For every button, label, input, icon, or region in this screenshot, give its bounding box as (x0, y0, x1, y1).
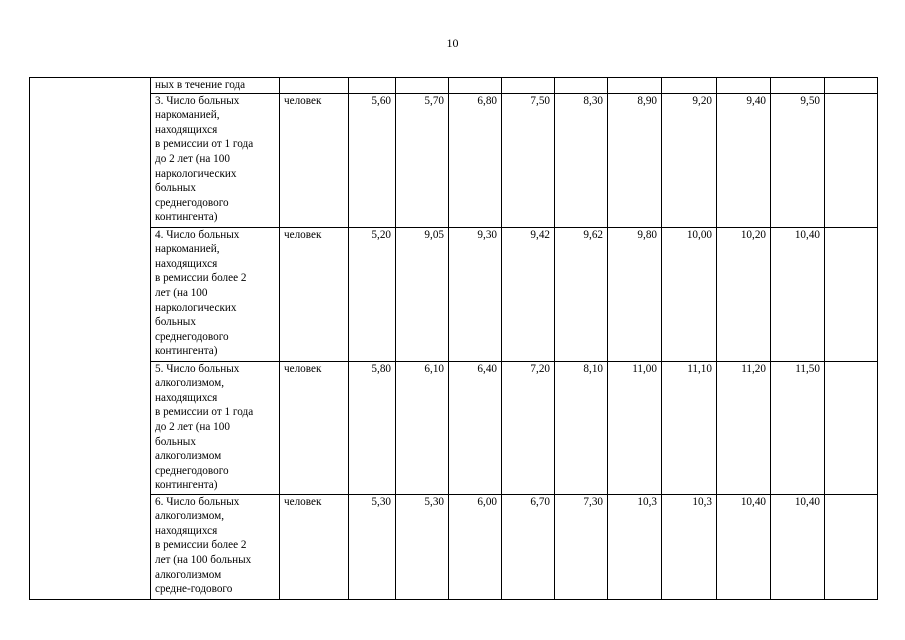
value-cell: 11,50 (771, 361, 825, 494)
value-cell: 9,50 (771, 93, 825, 227)
value-cell: 6,80 (449, 93, 502, 227)
table-row (30, 93, 878, 227)
value-cell (825, 361, 878, 494)
value-cell (449, 78, 502, 94)
value-cell: 9,05 (396, 227, 449, 361)
value-cell: 10,3 (662, 494, 717, 599)
value-cell: 8,90 (608, 93, 662, 227)
table-row (30, 494, 878, 599)
unit-cell: человек (280, 227, 349, 361)
value-cell: 9,42 (502, 227, 555, 361)
page-number: 10 (446, 36, 459, 50)
value-cell: 5,80 (349, 361, 396, 494)
value-cell: 11,00 (608, 361, 662, 494)
table-row (30, 227, 878, 361)
value-cell: 9,30 (449, 227, 502, 361)
value-cell: 10,3 (608, 494, 662, 599)
value-cell (396, 78, 449, 94)
value-cell: 7,50 (502, 93, 555, 227)
value-cell: 7,20 (502, 361, 555, 494)
value-cell: 8,30 (555, 93, 608, 227)
indicator-name-cell: 6. Число больных алкоголизмом, находящихся в ремиссии более 2 лет (на 100 больных алкоголизмом средне-годового (151, 494, 280, 599)
value-cell (502, 78, 555, 94)
value-cell (662, 78, 717, 94)
indicator-name-cell: ных в течение года (151, 78, 280, 94)
value-cell: 10,00 (662, 227, 717, 361)
value-cell: 9,62 (555, 227, 608, 361)
value-cell: 8,10 (555, 361, 608, 494)
value-cell (825, 494, 878, 599)
value-cell (825, 227, 878, 361)
empty-left-cell (30, 78, 151, 600)
value-cell: 10,40 (771, 494, 825, 599)
value-cell: 9,40 (717, 93, 771, 227)
value-cell: 9,80 (608, 227, 662, 361)
value-cell: 6,00 (449, 494, 502, 599)
value-cell (771, 78, 825, 94)
value-cell: 9,20 (662, 93, 717, 227)
value-cell: 6,70 (502, 494, 555, 599)
value-cell: 6,10 (396, 361, 449, 494)
value-cell: 7,30 (555, 494, 608, 599)
table-row (30, 361, 878, 494)
value-cell: 10,40 (771, 227, 825, 361)
value-cell: 6,40 (449, 361, 502, 494)
value-cell (717, 78, 771, 94)
value-cell: 11,10 (662, 361, 717, 494)
unit-cell: человек (280, 361, 349, 494)
unit-cell (280, 78, 349, 94)
value-cell (349, 78, 396, 94)
value-cell: 11,20 (717, 361, 771, 494)
value-cell: 10,40 (717, 494, 771, 599)
value-cell: 10,20 (717, 227, 771, 361)
value-cell (608, 78, 662, 94)
table-row (30, 78, 878, 94)
value-cell: 5,70 (396, 93, 449, 227)
value-cell: 5,30 (349, 494, 396, 599)
value-cell (825, 78, 878, 94)
unit-cell: человек (280, 494, 349, 599)
value-cell: 5,20 (349, 227, 396, 361)
value-cell (825, 93, 878, 227)
indicator-name-cell: 4. Число больных наркоманией, находящихся в ремиссии более 2 лет (на 100 наркологических больных среднегодового контингента) (151, 227, 280, 361)
indicators-table (29, 77, 878, 600)
indicator-name-cell: 5. Число больных алкоголизмом, находящихся в ремиссии от 1 года до 2 лет (на 100 больных алкоголизмом среднегодового контингента) (151, 361, 280, 494)
value-cell (555, 78, 608, 94)
unit-cell: человек (280, 93, 349, 227)
indicator-name-cell: 3. Число больных наркоманией, находящихся в ремиссии от 1 года до 2 лет (на 100 наркологических больных среднегодового контингента) (151, 93, 280, 227)
value-cell: 5,60 (349, 93, 396, 227)
value-cell: 5,30 (396, 494, 449, 599)
